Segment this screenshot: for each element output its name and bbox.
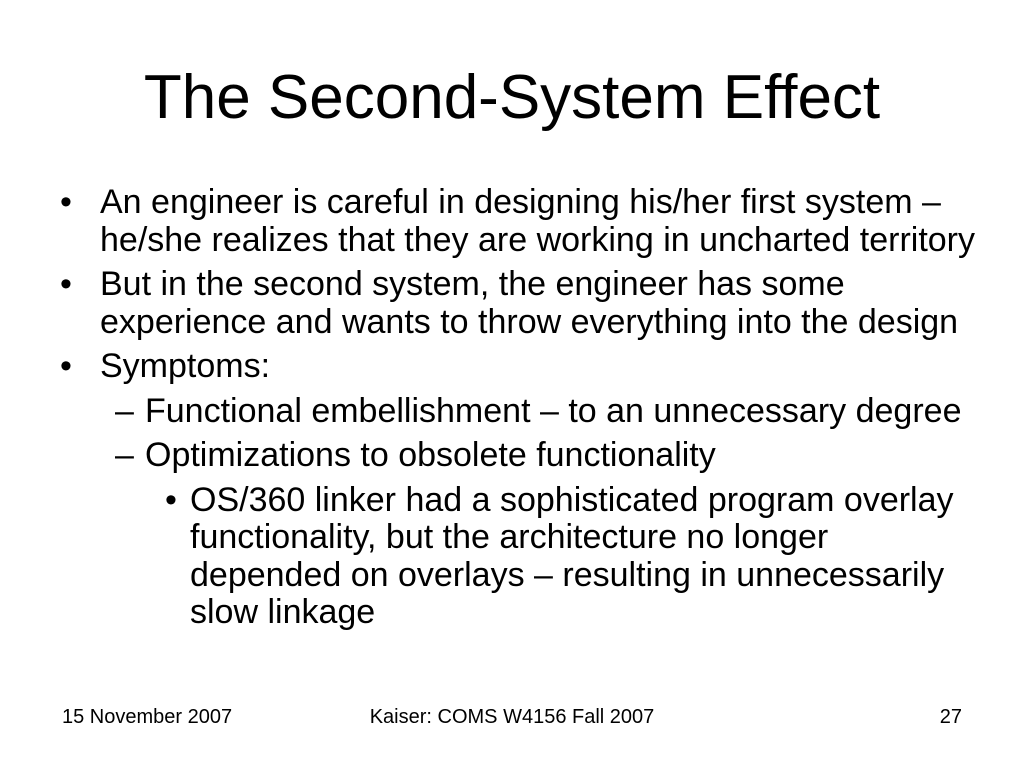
bullet-marker: •	[165, 480, 177, 519]
bullet-item	[0, 184, 1024, 259]
bullet-text-line: But in the second system, the engineer has some	[100, 265, 845, 303]
sub-bullet-item	[0, 393, 1024, 431]
footer-date: 15 November 2007	[62, 706, 233, 728]
sub-bullet-text-line: Optimizations to obsolete functionality	[145, 436, 716, 474]
bullet-marker: •	[60, 347, 72, 385]
bullet-marker: •	[60, 183, 72, 221]
sub-sub-bullet-text-line: OS/360 linker had a sophisticated program overlay	[190, 480, 954, 519]
bullet-item	[0, 348, 1024, 386]
sub-bullet-item	[0, 437, 1024, 475]
bullet-text-line: experience and wants to throw everything into the design	[100, 302, 959, 341]
sub-sub-bullet-text-line: functionality, but the architecture no longer	[190, 518, 829, 556]
dash-marker: –	[115, 391, 134, 430]
footer-course: Kaiser: COMS W4156 Fall 2007	[369, 706, 655, 728]
bullet-text-line: he/she realizes that they are working in uncharted territory	[100, 220, 976, 259]
slide-title: The Second-System Effect	[143, 63, 881, 132]
bullet-text-line: Symptoms:	[100, 347, 271, 385]
sub-sub-bullet-item	[0, 482, 1024, 632]
dash-marker: –	[115, 436, 134, 474]
sub-sub-bullet-text-line: slow linkage	[190, 593, 376, 631]
page-number: 27	[939, 706, 962, 728]
bullet-item	[0, 266, 1024, 341]
sub-sub-bullet-text-line: depended on overlays – resulting in unnecessarily	[190, 555, 945, 594]
bullet-marker: •	[60, 265, 72, 303]
slide-body	[0, 184, 1024, 632]
bullet-text-line: An engineer is careful in designing his/her first system –	[100, 183, 941, 221]
sub-bullet-text-line: Functional embellishment – to an unnecessary degree	[145, 391, 962, 430]
